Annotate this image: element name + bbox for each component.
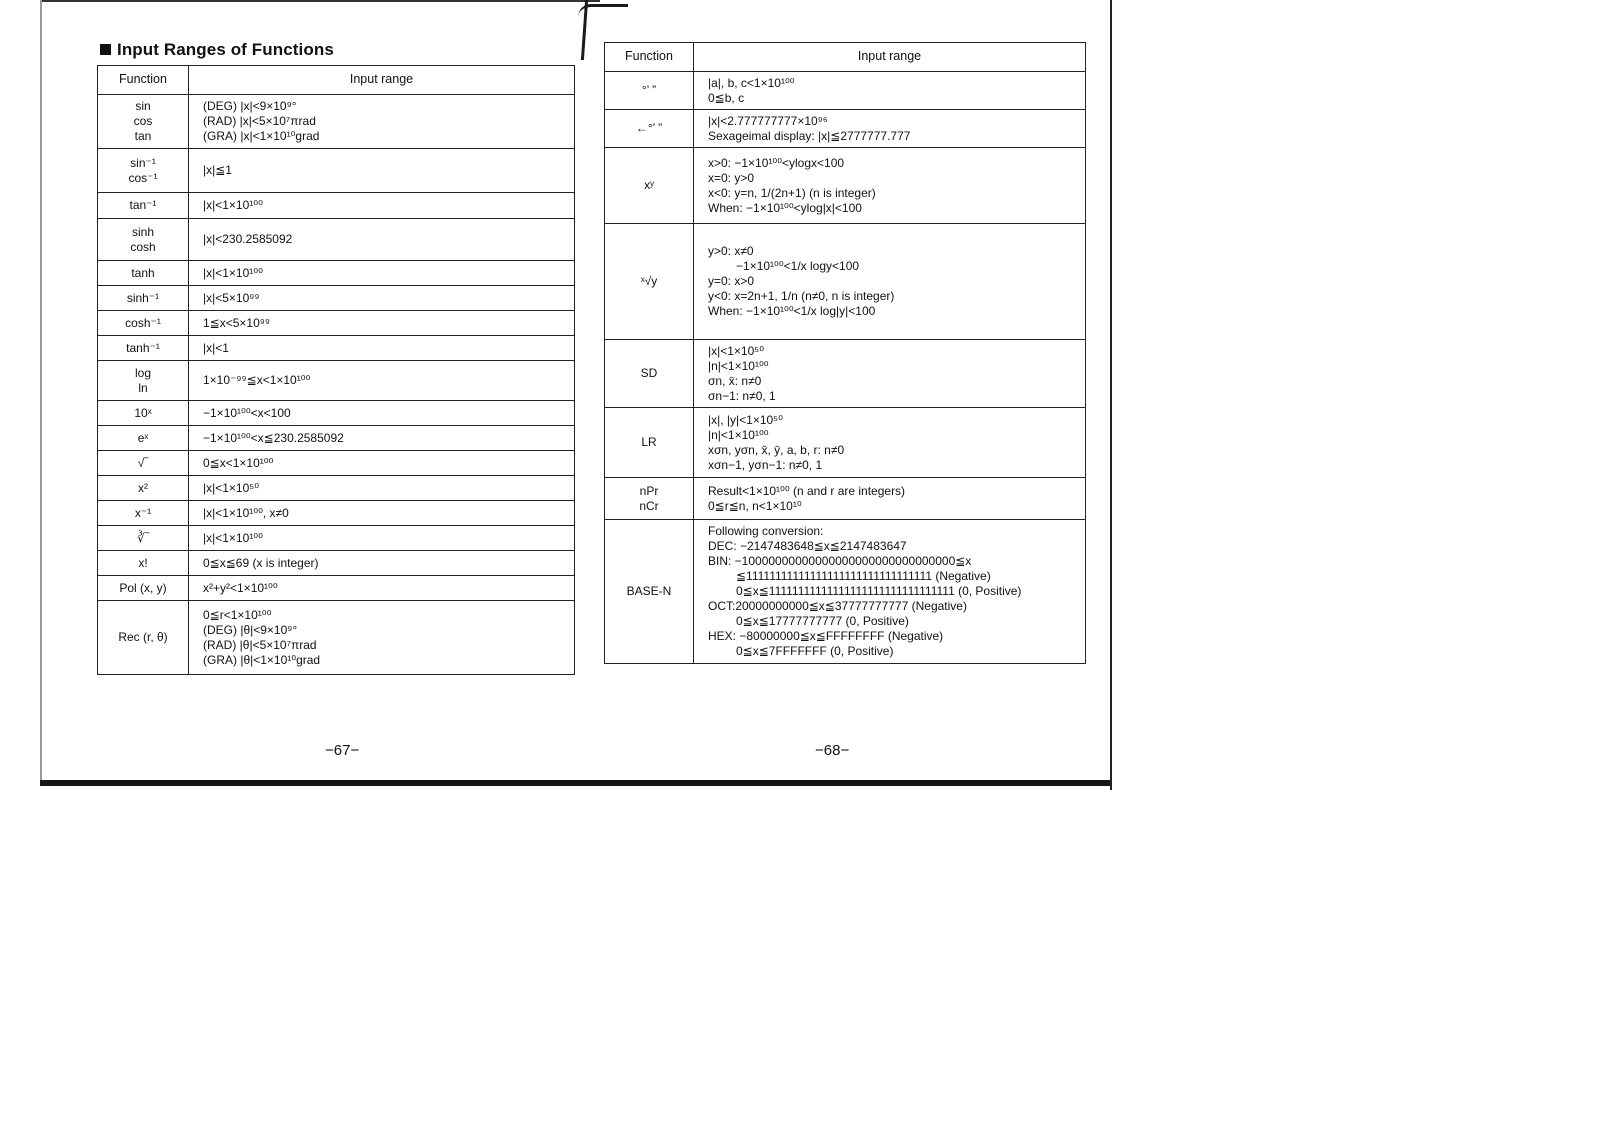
input-range-line: y>0: x≠0 xyxy=(708,244,754,258)
input-range-line: x²+y²<1×10¹⁰⁰ xyxy=(203,580,278,595)
input-range-line: |x|<1×10¹⁰⁰ xyxy=(203,265,263,280)
input-range-cell xyxy=(189,501,575,526)
input-range-line: |x|<1×10¹⁰⁰, x≠0 xyxy=(203,505,289,520)
input-range-line: |x|≦1 xyxy=(203,163,232,177)
input-range-line: |x|, |y|<1×10⁵⁰ xyxy=(708,412,783,427)
input-range-line: x<0: y=n, 1/(2n+1) (n is integer) xyxy=(708,185,876,200)
function-name: eˣ xyxy=(137,430,149,445)
function-cell xyxy=(98,501,189,526)
table-row xyxy=(605,340,1086,408)
table-row xyxy=(98,426,575,451)
function-name: 10ˣ xyxy=(134,405,152,420)
function-name: cos xyxy=(133,114,153,128)
function-name: xʸ xyxy=(644,178,654,192)
input-range-line: When: −1×10¹⁰⁰<ylog|x|<100 xyxy=(708,200,862,215)
function-name: x⁻¹ xyxy=(134,505,152,520)
input-range-line: 0≦r<1×10¹⁰⁰ xyxy=(203,607,272,622)
input-range-cell xyxy=(189,193,575,219)
input-range-line: HEX: −80000000≦x≦FFFFFFFF (Negative) xyxy=(708,629,944,643)
function-cell xyxy=(98,219,189,261)
table-row xyxy=(98,526,575,551)
input-range-line: OCT:20000000000≦x≦37777777777 (Negative) xyxy=(708,599,967,613)
table-row xyxy=(98,361,575,401)
function-cell xyxy=(98,193,189,219)
column-header-function: Function xyxy=(98,66,189,95)
input-range-line: x>0: −1×10¹⁰⁰<ylogx<100 xyxy=(708,155,845,170)
input-range-line: |x|<1×10¹⁰⁰ xyxy=(203,530,263,545)
input-range-line: |x|<1×10¹⁰⁰ xyxy=(203,198,263,212)
function-name: tanh⁻¹ xyxy=(126,340,160,355)
input-range-line: 0≦x<1×10¹⁰⁰ xyxy=(203,455,274,470)
table-row xyxy=(98,193,575,219)
input-range-line: |x|<230.2585092 xyxy=(203,232,293,246)
function-cell xyxy=(98,476,189,501)
input-range-line: Following conversion: xyxy=(708,524,824,538)
table-row xyxy=(98,336,575,361)
input-range-line: −1×10¹⁰⁰<x≦230.2585092 xyxy=(203,430,344,445)
function-name: nCr xyxy=(639,498,659,513)
input-range-line: |x|<1×10⁵⁰ xyxy=(203,480,260,495)
function-cell xyxy=(605,148,694,224)
section-heading xyxy=(100,40,334,60)
square-bullet-icon xyxy=(100,44,111,55)
table-row xyxy=(98,219,575,261)
input-range-line: 0≦x≦69 (x is integer) xyxy=(203,555,319,570)
function-cell xyxy=(98,95,189,149)
column-header-input-range: Input range xyxy=(694,43,1086,72)
function-name: LR xyxy=(641,435,657,449)
table-row xyxy=(605,72,1086,110)
function-cell xyxy=(98,336,189,361)
table-row xyxy=(98,476,575,501)
input-range-cell xyxy=(189,576,575,601)
input-range-line: y=0: x>0 xyxy=(708,274,755,288)
input-range-line: 1×10⁻⁹⁹≦x<1×10¹⁰⁰ xyxy=(203,373,311,387)
input-range-cell xyxy=(189,526,575,551)
function-cell xyxy=(605,520,694,664)
function-cell xyxy=(98,601,189,675)
table-row xyxy=(605,224,1086,340)
table-row xyxy=(98,501,575,526)
input-range-line: xσn−1, yσn−1: n≠0, 1 xyxy=(708,457,823,472)
input-range-line: 0≦x≦11111111111111111111111111111111 (0, Positive) xyxy=(736,584,1022,598)
input-range-line: |a|, b, c<1×10¹⁰⁰ xyxy=(708,75,795,90)
input-range-line: When: −1×10¹⁰⁰<1/x log|y|<100 xyxy=(708,304,876,318)
page-number-right: −68− xyxy=(815,742,850,759)
input-range-line: 1≦x<5×10⁹⁹ xyxy=(203,315,271,330)
input-range-cell xyxy=(694,520,1086,664)
function-cell xyxy=(98,576,189,601)
function-name: Pol (x, y) xyxy=(119,580,167,595)
function-name: ln xyxy=(138,380,148,395)
input-range-cell xyxy=(189,551,575,576)
function-cell xyxy=(98,401,189,426)
table-row xyxy=(98,601,575,675)
function-name: log xyxy=(134,365,151,380)
page-top-edge xyxy=(40,0,600,2)
input-range-cell xyxy=(189,219,575,261)
input-range-line: −1×10¹⁰⁰<x<100 xyxy=(203,405,291,420)
input-range-line: ≦11111111111111111111111111111111 (Negative) xyxy=(736,569,991,583)
input-range-line: 0≦x≦17777777777 (0, Positive) xyxy=(736,614,909,628)
table-row xyxy=(605,110,1086,148)
function-name: nPr xyxy=(639,483,659,498)
table-row xyxy=(605,520,1086,664)
input-range-line: Sexageimal display: |x|≦2777777.777 xyxy=(708,128,911,143)
function-cell xyxy=(98,286,189,311)
input-range-cell xyxy=(694,72,1086,110)
function-cell xyxy=(98,526,189,551)
function-name: x! xyxy=(138,555,148,570)
input-range-line: xσn, yσn, x̄, ȳ, a, b, r: n≠0 xyxy=(708,442,845,457)
input-range-cell xyxy=(189,95,575,149)
page-left-edge xyxy=(40,0,42,785)
function-name: SD xyxy=(640,366,658,380)
column-header-function: Function xyxy=(605,43,694,72)
function-cell xyxy=(98,551,189,576)
input-range-cell xyxy=(189,261,575,286)
function-cell xyxy=(98,361,189,401)
input-range-line: (GRA) |x|<1×10¹⁰grad xyxy=(203,129,320,143)
function-name: tanh xyxy=(131,265,155,280)
function-name: tan xyxy=(134,129,152,143)
function-name: ∛‾ xyxy=(137,530,149,545)
function-name: x² xyxy=(138,480,148,495)
input-range-line: (RAD) |x|<5×10⁷πrad xyxy=(203,114,316,128)
table-row xyxy=(605,148,1086,224)
function-name: cosh xyxy=(130,239,156,254)
table-row xyxy=(605,408,1086,478)
input-range-cell xyxy=(694,478,1086,520)
function-name: sin⁻¹ xyxy=(130,155,156,170)
input-range-line: (RAD) |θ|<5×10⁷πrad xyxy=(203,637,317,652)
table-row xyxy=(98,576,575,601)
input-range-line: x=0: y>0 xyxy=(708,170,755,185)
table-row xyxy=(605,478,1086,520)
input-range-line: y<0: x=2n+1, 1/n (n≠0, n is integer) xyxy=(708,289,895,303)
input-range-line: (DEG) |θ|<9×10⁹° xyxy=(203,622,298,637)
page-bottom-edge xyxy=(40,780,1110,786)
function-cell xyxy=(605,340,694,408)
function-cell xyxy=(605,478,694,520)
input-range-line: 0≦b, c xyxy=(708,90,745,105)
input-range-line: Result<1×10¹⁰⁰ (n and r are integers) xyxy=(708,483,906,498)
input-range-cell xyxy=(694,148,1086,224)
input-range-line: |n|<1×10¹⁰⁰ xyxy=(708,358,769,373)
input-range-line: |x|<5×10⁹⁹ xyxy=(203,290,260,305)
input-range-cell xyxy=(189,311,575,336)
function-name: cos⁻¹ xyxy=(128,170,158,185)
input-range-line: (GRA) |θ|<1×10¹⁰grad xyxy=(203,652,321,667)
input-range-cell xyxy=(189,601,575,675)
input-range-table-left xyxy=(97,65,575,675)
function-cell xyxy=(98,451,189,476)
function-name: tan⁻¹ xyxy=(129,198,157,212)
function-name: cosh⁻¹ xyxy=(125,315,161,330)
table-row xyxy=(98,401,575,426)
function-cell xyxy=(98,311,189,336)
section-heading-text: Input Ranges of Functions xyxy=(117,40,334,59)
table-row xyxy=(98,311,575,336)
input-range-cell xyxy=(189,286,575,311)
function-cell xyxy=(605,72,694,110)
input-range-line: |n|<1×10¹⁰⁰ xyxy=(708,427,769,442)
input-range-cell xyxy=(189,451,575,476)
table-row xyxy=(98,286,575,311)
table-row xyxy=(98,149,575,193)
input-range-line: −1×10¹⁰⁰<1/x logy<100 xyxy=(736,259,860,273)
input-range-cell xyxy=(189,336,575,361)
function-name: °’ ” xyxy=(641,83,657,97)
input-range-line: |x|<2.777777777×10⁹⁶ xyxy=(708,113,828,128)
binding-gutter-curve xyxy=(578,4,628,17)
function-cell xyxy=(98,261,189,286)
function-name: sinh xyxy=(131,224,154,239)
input-range-line: 0≦x≦7FFFFFFF (0, Positive) xyxy=(736,644,894,658)
function-name: √‾ xyxy=(137,455,149,470)
function-cell xyxy=(605,408,694,478)
column-header-input-range: Input range xyxy=(189,66,575,95)
input-range-cell xyxy=(189,401,575,426)
input-range-line: (DEG) |x|<9×10⁹° xyxy=(203,99,297,113)
function-cell xyxy=(605,224,694,340)
table-row xyxy=(98,451,575,476)
input-range-table-right xyxy=(604,42,1086,664)
function-cell xyxy=(605,110,694,148)
function-name: ˣ√y xyxy=(640,274,658,288)
table-row xyxy=(98,261,575,286)
input-range-cell xyxy=(694,340,1086,408)
input-range-cell xyxy=(189,149,575,193)
table-header-row xyxy=(98,66,575,95)
table-row xyxy=(98,95,575,149)
function-name: Rec (r, θ) xyxy=(118,630,168,644)
input-range-cell xyxy=(189,426,575,451)
function-name: BASE-N xyxy=(626,584,672,598)
input-range-cell xyxy=(694,110,1086,148)
function-cell xyxy=(98,426,189,451)
input-range-line: σn−1: n≠0, 1 xyxy=(708,388,776,403)
input-range-cell xyxy=(189,361,575,401)
input-range-line: 0≦r≦n, n<1×10¹⁰ xyxy=(708,498,802,513)
input-range-cell xyxy=(694,408,1086,478)
table-header-row xyxy=(605,43,1086,72)
table-row xyxy=(98,551,575,576)
function-name: ←°’ ” xyxy=(635,121,663,135)
input-range-cell xyxy=(189,476,575,501)
function-name: sin xyxy=(135,99,151,113)
input-range-cell xyxy=(694,224,1086,340)
page-number-left: −67− xyxy=(325,742,360,759)
input-range-line: |x|<1×10⁵⁰ xyxy=(708,343,765,358)
input-range-line: BIN: −10000000000000000000000000000000≦x xyxy=(708,554,972,568)
input-range-line: σn, x̄: n≠0 xyxy=(708,373,762,388)
input-range-line: |x|<1 xyxy=(203,340,229,355)
function-cell xyxy=(98,149,189,193)
function-name: sinh⁻¹ xyxy=(126,290,160,305)
input-range-line: DEC: −2147483648≦x≦2147483647 xyxy=(708,539,907,553)
